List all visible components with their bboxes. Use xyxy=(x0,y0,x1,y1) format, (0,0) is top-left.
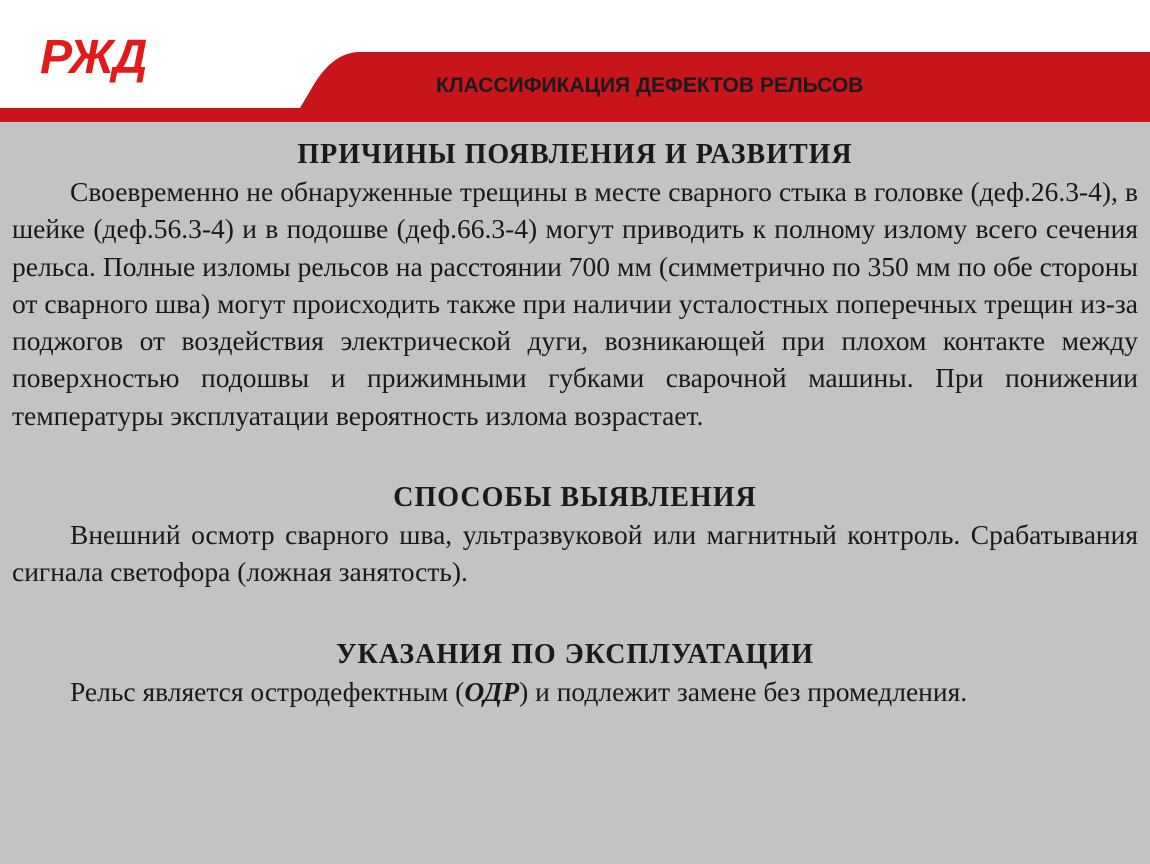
section-text-operation xyxy=(12,673,1138,710)
slide-header xyxy=(0,0,1150,122)
slide-content xyxy=(12,136,1138,710)
slide-title: КЛАССИФИКАЦИЯ ДЕФЕКТОВ РЕЛЬСОВ xyxy=(436,74,864,97)
section-heading-detection: СПОСОБЫ ВЫЯВЛЕНИЯ xyxy=(393,482,757,514)
section-text-detection: Внешний осмотр сварного шва, ультразвуковой или магнитный контроль. Срабатывания сигнала светофора (ложная занятость). xyxy=(12,519,1138,588)
section-text-causes: Своевременно не обнаруженные трещины в месте сварного стыка в головке (деф.26.3-4), в шейке (деф.56.3-4) и в подошве (деф.66.3-4) могут приводить к полному излому всего сечения рельса. Полные изломы рельсов на расстоянии 700 мм (симметрично по 350 мм по обе стороны от сварного шва) могут происходить также при наличии усталостных поперечных трещин из-за поджогов от воздействия электрической дуги, возникающей при плохом контакте между поверхностью подошвы и прижимными губками сварочной машины. При понижении температуры эксплуатации вероятность излома возрастает. xyxy=(12,176,1138,431)
section-heading-causes: ПРИЧИНЫ ПОЯВЛЕНИЯ И РАЗВИТИЯ xyxy=(297,139,853,170)
section-heading-operation: УКАЗАНИЯ ПО ЭКСПЛУАТАЦИИ xyxy=(336,638,814,670)
header-background xyxy=(0,0,1150,122)
operation-text-after: ) и подлежит замене без промедления. xyxy=(519,675,968,707)
odr-abbreviation: ОДР xyxy=(464,675,520,707)
operation-text-before: Рельс является остродефектным ( xyxy=(70,675,465,707)
rzd-logo: РЖД xyxy=(40,31,147,84)
